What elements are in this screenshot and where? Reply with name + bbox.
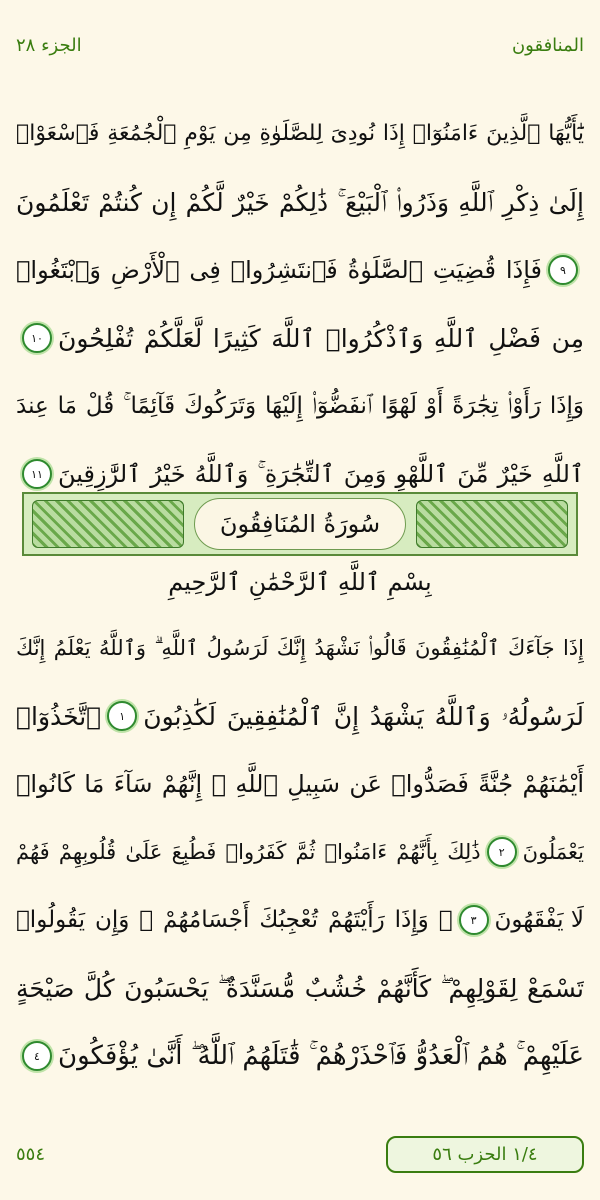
verse-line [16,1022,584,1090]
verse-text: وَإِذَا رَأَوْا۟ تِجَٰرَةً أَوْ لَهْوًا ٱنفَضُّوٓا۟ إِلَيْهَا وَتَرَكُوكَ قَآئِمًا ۚ قُلْ مَا عِندَ [16,392,584,419]
surah-name: المنافقون [511,34,584,56]
verse-line [16,236,584,304]
verse-text: عَلَيْهِمْ ۚ هُمُ ٱلْعَدُوُّ فَٱحْذَرْهُمْ ۚ قَٰتَلَهُمُ ٱللَّهُ ۖ أَنَّىٰ يُؤْفَكُونَ [58,1041,584,1071]
ayah-number-marker: ٤ [22,1041,52,1071]
verse-line [16,886,584,954]
page-header [16,30,584,60]
ornament-left-icon [32,500,184,548]
basmala: بِسْمِ ٱللَّهِ ٱلرَّحْمَٰنِ ٱلرَّحِيمِ [168,568,432,596]
verse-line [16,304,584,372]
juz-label: الجزء ٢٨ [16,34,82,56]
verse-text: إِذَا جَآءَكَ ٱلْمُنَٰفِقُونَ قَالُوا۟ نَشْهَدُ إِنَّكَ لَرَسُولُ ٱللَّهِ ۗ وَٱللَّهُ يَعْلَمُ إِنَّكَ [16,635,584,660]
verse-text-tail: ذَٰلِكَ بِأَنَّهُمْ ءَامَنُوا۟ ثُمَّ كَفَرُوا۟ فَطُبِعَ عَلَىٰ قُلُوبِهِمْ فَهُمْ [16,839,481,864]
verse-text: لَا يَفْقَهُونَ [494,906,584,933]
verse-text: فَإِذَا قُضِيَتِ ٱلصَّلَوٰةُ فَٱنتَشِرُوا۟ فِى ٱلْأَرْضِ وَٱبْتَغُوا۟ [16,256,542,284]
verse-text: يَٰٓأَيُّهَا ٱلَّذِينَ ءَامَنُوٓا۟ إِذَا نُودِىَ لِلصَّلَوٰةِ مِن يَوْمِ ٱلْجُمُعَةِ فَٱسْعَوْا۟ [16,121,584,146]
page-footer [16,1134,584,1174]
verse-text-tail: ۞ وَإِذَا رَأَيْتَهُمْ تُعْجِبُكَ أَجْسَامُهُمْ ۖ وَإِن يَقُولُوا۟ [16,906,453,933]
ayah-number-marker: ٣ [459,905,489,935]
ornament-right-icon [416,500,568,548]
ayah-number-marker: ١٠ [22,323,52,353]
ayah-number-marker: ١ [107,701,137,731]
verse-text: إِلَىٰ ذِكْرِ ٱللَّهِ وَذَرُوا۟ ٱلْبَيْعَ ۚ ذَٰلِكُمْ خَيْرٌ لَّكُمْ إِن كُنتُمْ تَعْلَمُونَ [16,187,584,217]
verse-line [16,168,584,236]
verse-line [16,614,584,682]
verse-text-tail: ٱتَّخَذُوٓا۟ [16,701,102,731]
verse-text: مِن فَضْلِ ٱللَّهِ وَٱذْكُرُوا۟ ٱللَّهَ كَثِيرًا لَّعَلَّكُمْ تُفْلِحُونَ [58,323,584,353]
page-number: ٥٥٤ [16,1143,46,1165]
verse-text: لَرَسُولُهُۥ وَٱللَّهُ يَشْهَدُ إِنَّ ٱلْمُنَٰفِقِينَ لَكَٰذِبُونَ [143,701,584,731]
verses-section-2 [16,614,584,1090]
verse-text: ٱللَّهِ خَيْرٌ مِّنَ ٱللَّهْوِ وَمِنَ ٱلتِّجَٰرَةِ ۚ وَٱللَّهُ خَيْرُ ٱلرَّٰزِقِينَ [58,460,584,488]
verses-section-1 [16,100,584,508]
ayah-number-marker: ١١ [22,459,52,489]
verse-text: أَيْمَٰنَهُمْ جُنَّةً فَصَدُّوا۟ عَن سَبِيلِ ٱللَّهِ ۚ إِنَّهُمْ سَآءَ مَا كَانُوا۟ [16,770,584,798]
verse-line [16,682,584,750]
verse-line [16,818,584,886]
ayah-number-marker: ٩ [548,255,578,285]
verse-line [16,954,584,1022]
verse-text: تَسْمَعْ لِقَوْلِهِمْ ۖ كَأَنَّهُمْ خُشُبٌ مُّسَنَّدَةٌ ۖ يَحْسَبُونَ كُلَّ صَيْحَةٍ [16,973,584,1003]
surah-banner [22,492,578,556]
surah-title: سُورَةُ المُنَافِقُونَ [194,498,406,550]
verse-line [16,372,584,440]
verse-line [16,100,584,168]
hizb-badge[interactable]: ١/٤ الحزب ٥٦ [386,1136,584,1173]
verse-line [16,750,584,818]
verse-text: يَعْمَلُونَ [522,839,584,864]
ayah-number-marker: ٢ [487,837,517,867]
